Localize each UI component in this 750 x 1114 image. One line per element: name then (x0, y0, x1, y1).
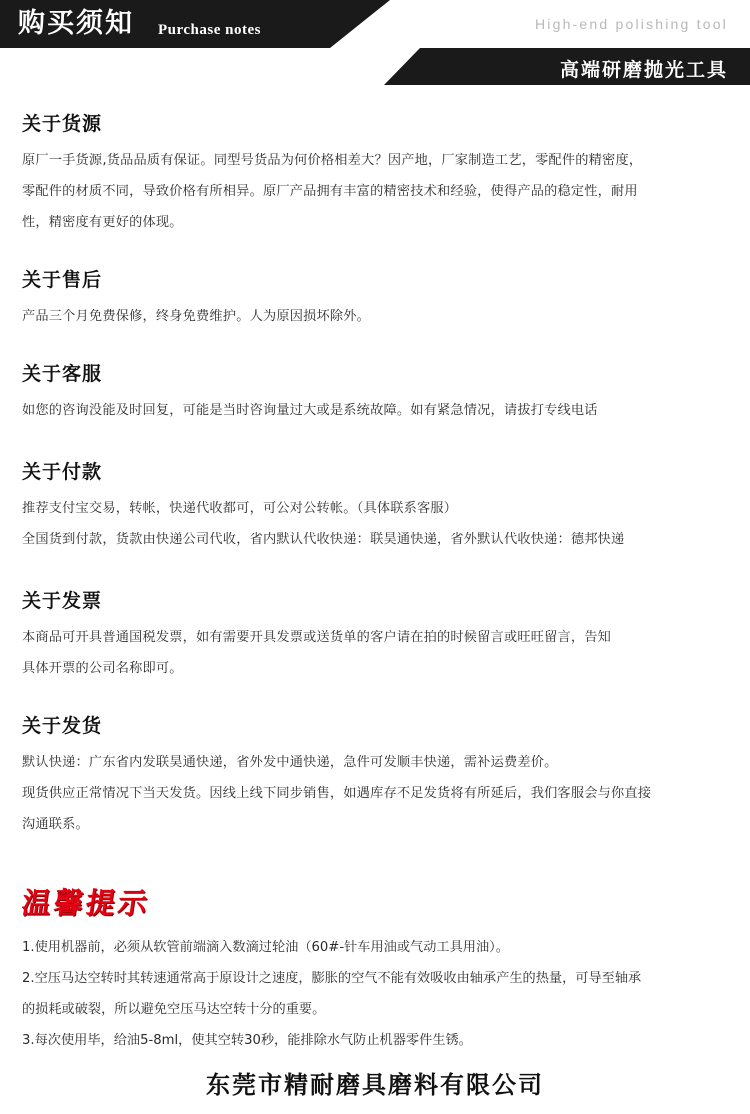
section-paragraph: 默认快递：广东省内发联昊通快递，省外发中通快递，急件可发顺丰快递，需补运费差价。 (22, 755, 558, 770)
section-body (22, 750, 728, 837)
section-body (22, 398, 728, 423)
section-paragraph: 推荐支付宝交易，转帐，快递代收都可，可公对公转帐。（具体联系客服） (22, 501, 458, 516)
header-subtitle-en: High-end polishing tool (534, 16, 728, 32)
section-title: 关于付款 (22, 461, 103, 483)
section-shipping (22, 711, 728, 837)
tip-item: 3.每次使用毕，给油5-8ml，使其空转30秒，能排除水气防止机器零件生锈。 (22, 1033, 472, 1048)
section-body (22, 148, 728, 235)
section-invoice (22, 586, 728, 681)
section-customer-service (22, 359, 728, 423)
page-header (0, 0, 750, 85)
section-paragraph: 现货供应正常情况下当天发货。因线上线下同步销售，如遇库存不足发货将有所延后，我们客服会与你直接 (22, 786, 652, 801)
section-title: 关于货源 (22, 113, 103, 135)
notes-content (0, 109, 750, 837)
section-paragraph: 全国货到付款，货款由快递公司代收，省内默认代收快递：联昊通快递，省外默认代收快递：德邦快递 (22, 532, 625, 547)
section-body (22, 625, 728, 681)
header-title-cn: 购买须知 (18, 8, 134, 39)
warm-tips-block (0, 885, 750, 1053)
section-paragraph: 产品三个月免费保修，终身免费维护。人为原因损坏除外。 (22, 309, 371, 324)
section-paragraph: 沟通联系。 (22, 817, 89, 832)
warm-tips-list (22, 935, 728, 1053)
section-title: 关于发货 (22, 715, 103, 737)
header-subtitle-cn: 高端研磨抛光工具 (559, 59, 728, 81)
section-paragraph: 零配件的材质不同，导致价格有所相异。原厂产品拥有丰富的精密技术和经验，使得产品的稳定性，耐用 (22, 184, 638, 199)
section-paragraph: 本商品可开具普通国税发票，如有需要开具发票或送货单的客户请在拍的时候留言或旺旺留言，告知 (22, 630, 612, 645)
section-title: 关于发票 (22, 590, 103, 612)
page-footer (0, 1065, 750, 1100)
section-body (22, 496, 728, 552)
section-title: 关于售后 (22, 269, 103, 291)
tip-item: 的损耗或破裂，所以避免空压马达空转十分的重要。 (22, 1002, 326, 1017)
tip-item: 1.使用机器前，必须从软管前端滴入数滴过轮油（60#-针车用油或气动工具用油）。 (22, 940, 509, 955)
section-body (22, 304, 728, 329)
section-paragraph: 如您的咨询没能及时回复，可能是当时咨询量过大或是系统故障。如有紧急情况，请拔打专线电话 (22, 403, 598, 418)
section-paragraph: 原厂一手货源,货品品质有保证。同型号货品为何价格相差大？因产地，厂家制造工艺，零配件的精密度， (22, 153, 643, 168)
section-after-sales (22, 265, 728, 329)
section-title: 关于客服 (22, 363, 103, 385)
section-paragraph: 具体开票的公司名称即可。 (22, 661, 183, 676)
tip-item: 2.空压马达空转时其转速通常高于原设计之速度，膨胀的空气不能有效吸收由轴承产生的热量，可导至轴承 (22, 971, 642, 986)
section-paragraph: 性，精密度有更好的体现。 (22, 215, 183, 230)
section-source (22, 109, 728, 235)
section-payment (22, 457, 728, 552)
company-name: 东莞市精耐磨具磨料有限公司 (206, 1071, 544, 1099)
header-title-en: Purchase notes (158, 22, 261, 38)
warm-tips-title: 温馨提示 (19, 886, 153, 920)
